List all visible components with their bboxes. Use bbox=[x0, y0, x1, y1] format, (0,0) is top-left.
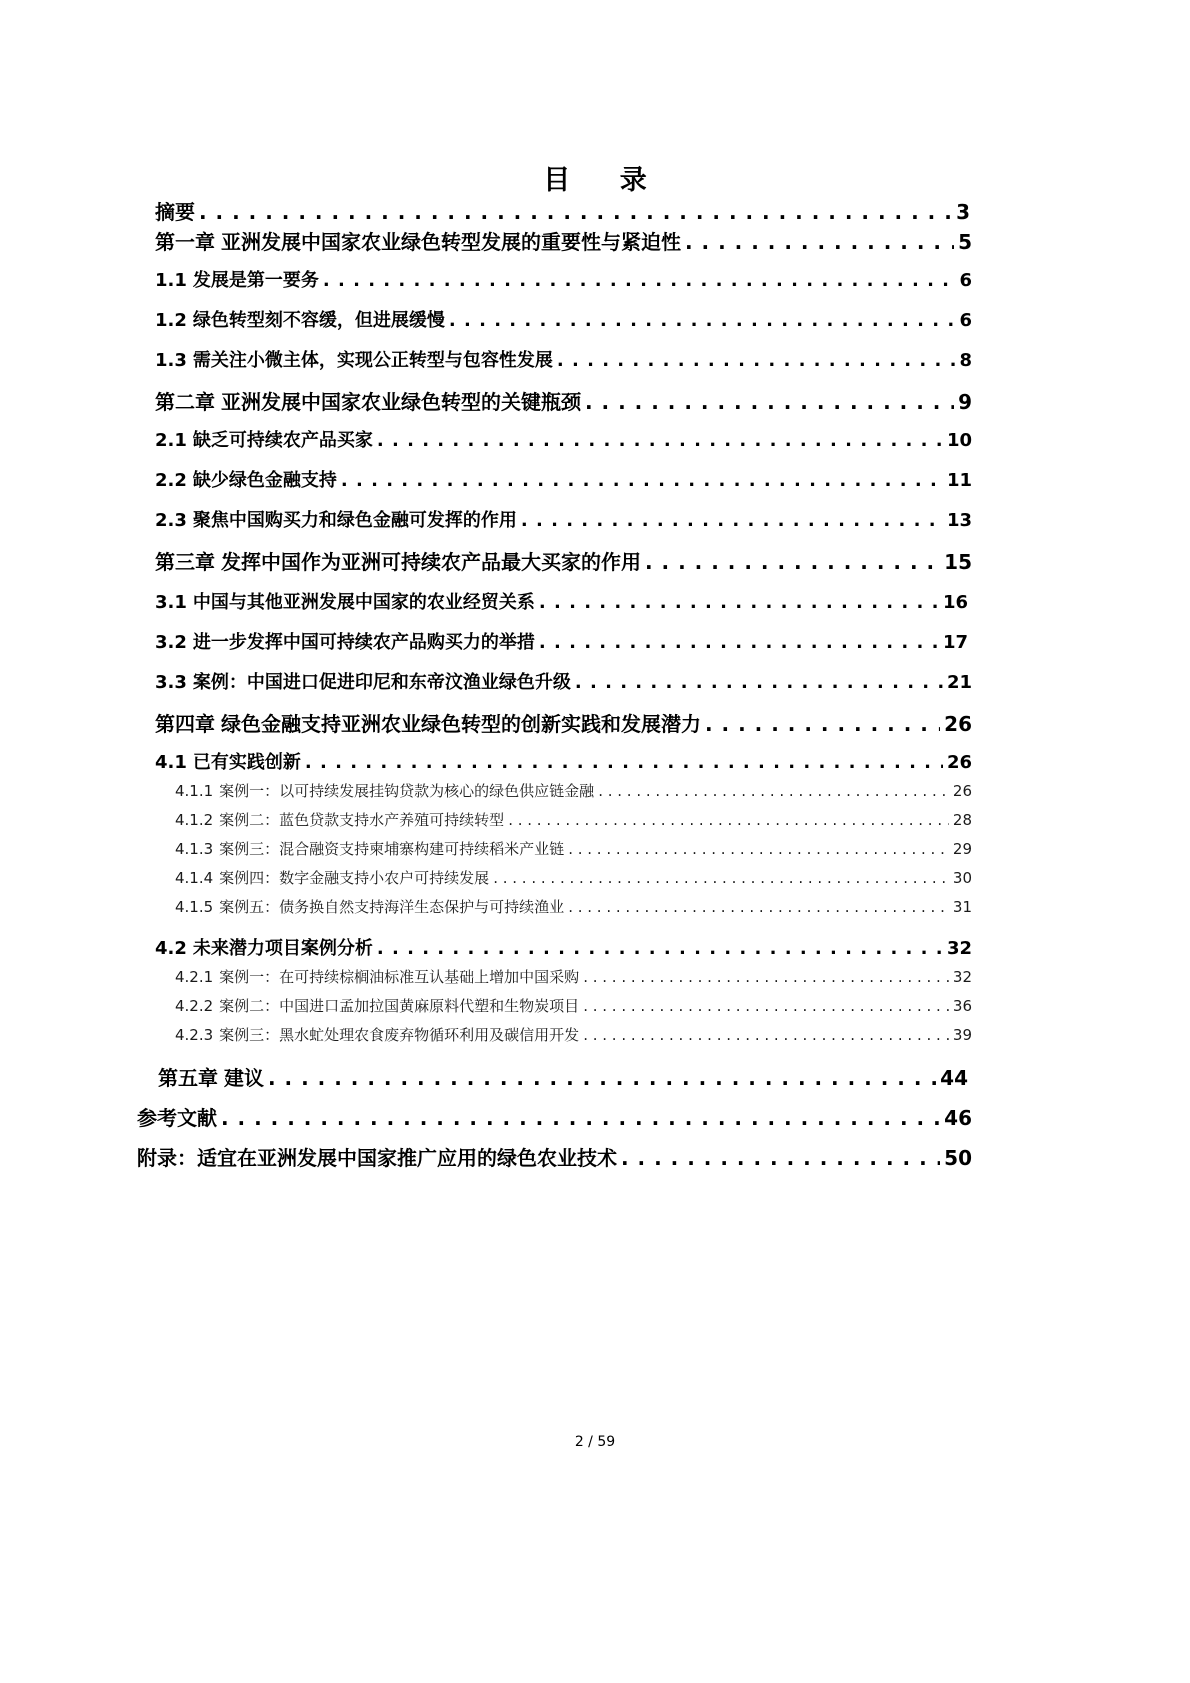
dot-leader bbox=[557, 350, 956, 371]
dot-leader bbox=[583, 1026, 949, 1044]
toc-entry-number: 4.2.2 bbox=[175, 997, 214, 1015]
toc-entry-label: 缺少绿色金融支持 bbox=[192, 470, 337, 491]
toc-entry-level0[interactable] bbox=[155, 386, 972, 415]
dot-leader bbox=[568, 898, 949, 916]
toc-entry-page: 26 bbox=[944, 712, 972, 736]
toc-entry-label: 未来潜力项目案例分析 bbox=[192, 938, 373, 959]
toc-entry-page: 5 bbox=[958, 230, 972, 254]
toc-entry-page: 15 bbox=[944, 550, 972, 574]
toc-entry-label: 绿色转型刻不容缓，但进展缓慢 bbox=[192, 310, 445, 331]
toc-entry-number: 第二章 bbox=[155, 390, 215, 414]
dot-leader bbox=[598, 782, 949, 800]
toc-entry-number: 2.3 bbox=[155, 510, 187, 531]
toc-entry-label: 摘要 bbox=[155, 200, 195, 224]
toc-entry-label: 进一步发挥中国可持续农产品购买力的举措 bbox=[192, 632, 535, 653]
toc-entry-level2[interactable] bbox=[175, 780, 972, 801]
toc-entry-number: 4.1.1 bbox=[175, 782, 214, 800]
toc-entry-label: 附录：适宜在亚洲发展中国家推广应用的绿色农业技术 bbox=[137, 1146, 617, 1170]
toc-entry-level2[interactable] bbox=[175, 809, 972, 830]
toc-entry-number: 4.1.4 bbox=[175, 869, 214, 887]
toc-entry-level2[interactable] bbox=[175, 966, 972, 987]
toc-entry-number: 第四章 bbox=[155, 712, 215, 736]
toc-entry-page: 11 bbox=[946, 470, 972, 491]
toc-entry-level2[interactable] bbox=[175, 838, 972, 859]
toc-entry-level2[interactable] bbox=[175, 867, 972, 888]
toc-entry-label: 发挥中国作为亚洲可持续农产品最大买家的作用 bbox=[221, 550, 641, 574]
toc-entry-number: 4.2.3 bbox=[175, 1026, 214, 1044]
dot-leader bbox=[575, 672, 943, 693]
toc-entry-page: 32 bbox=[952, 968, 972, 986]
toc-entry-level2[interactable] bbox=[175, 896, 972, 917]
toc-entry-label: 绿色金融支持亚洲农业绿色转型的创新实践和发展潜力 bbox=[221, 712, 701, 736]
toc-entry-level1[interactable] bbox=[155, 466, 972, 492]
toc-entry-page: 8 bbox=[959, 350, 972, 371]
dot-leader bbox=[685, 230, 954, 254]
toc-entry-number: 3.2 bbox=[155, 632, 187, 653]
toc-entry-label: 案例五：债务换自然支持海洋生态保护与可持续渔业 bbox=[219, 898, 565, 916]
toc-entry-page: 17 bbox=[942, 632, 968, 653]
toc-entry-level2[interactable] bbox=[175, 1024, 972, 1045]
dot-leader bbox=[199, 200, 952, 224]
toc-entry-page: 28 bbox=[952, 811, 972, 829]
toc-entry-number: 4.1.3 bbox=[175, 840, 214, 858]
dot-leader bbox=[621, 1146, 940, 1170]
toc-entry-label: 案例二：中国进口孟加拉国黄麻原料代塑和生物炭项目 bbox=[219, 997, 580, 1015]
toc-entry-number: 2.2 bbox=[155, 470, 187, 491]
dot-leader bbox=[583, 968, 949, 986]
toc-entry-label: 聚焦中国购买力和绿色金融可发挥的作用 bbox=[192, 510, 517, 531]
toc-entry-page: 26 bbox=[946, 752, 972, 773]
toc-entry-page: 39 bbox=[952, 1026, 972, 1044]
toc-entry-page: 32 bbox=[946, 938, 972, 959]
toc-entry-label: 中国与其他亚洲发展中国家的农业经贸关系 bbox=[192, 592, 535, 613]
toc-entry-number: 3.3 bbox=[155, 672, 187, 693]
dot-leader bbox=[268, 1066, 936, 1090]
dot-leader bbox=[508, 811, 949, 829]
toc-entry-label: 案例三：混合融资支持柬埔寨构建可持续稻米产业链 bbox=[219, 840, 565, 858]
toc-entry-level1[interactable] bbox=[155, 668, 972, 694]
toc-entry-page: 46 bbox=[944, 1106, 972, 1130]
toc-entry-number: 2.1 bbox=[155, 430, 187, 451]
toc-entry-level0[interactable] bbox=[137, 1142, 972, 1171]
toc-entry-label: 案例三：黑水虻处理农食废弃物循环利用及碳信用开发 bbox=[219, 1026, 580, 1044]
toc-entry-page: 36 bbox=[952, 997, 972, 1015]
toc-entry-page: 30 bbox=[952, 869, 972, 887]
toc-entry-number: 4.1.2 bbox=[175, 811, 214, 829]
toc-entry-level1[interactable] bbox=[155, 266, 972, 292]
toc-entry-label: 建议 bbox=[224, 1066, 264, 1090]
toc-entry-number: 4.1.5 bbox=[175, 898, 214, 916]
dot-leader bbox=[521, 510, 943, 531]
toc-entry-page: 44 bbox=[940, 1066, 968, 1090]
toc-entry-level1[interactable] bbox=[155, 506, 972, 532]
toc-entry-label: 案例：中国进口促进印尼和东帝汶渔业绿色升级 bbox=[192, 672, 571, 693]
toc-entry-label: 已有实践创新 bbox=[192, 752, 301, 773]
dot-leader bbox=[539, 592, 939, 613]
dot-leader bbox=[221, 1106, 940, 1130]
toc-entry-page: 16 bbox=[942, 592, 968, 613]
toc-entry-label: 参考文献 bbox=[137, 1106, 217, 1130]
dot-leader bbox=[377, 938, 943, 959]
toc-entry-page: 13 bbox=[946, 510, 972, 531]
toc-entry-label: 案例一：以可持续发展挂钩贷款为核心的绿色供应链金融 bbox=[219, 782, 595, 800]
toc-entry-page: 6 bbox=[959, 270, 972, 291]
dot-leader bbox=[583, 997, 949, 1015]
toc-entry-label: 案例二：蓝色贷款支持水产养殖可持续转型 bbox=[219, 811, 505, 829]
toc-entry-label: 缺乏可持续农产品买家 bbox=[192, 430, 373, 451]
dot-leader bbox=[305, 752, 943, 773]
dot-leader bbox=[449, 310, 956, 331]
toc-entry-number: 4.1 bbox=[155, 752, 187, 773]
toc-entry-label: 发展是第一要务 bbox=[192, 270, 319, 291]
toc-entry-page: 9 bbox=[958, 390, 972, 414]
toc-entry-level0[interactable] bbox=[137, 1102, 972, 1131]
toc-entry-page: 6 bbox=[959, 310, 972, 331]
toc-entry-page: 26 bbox=[952, 782, 972, 800]
dot-leader bbox=[585, 390, 954, 414]
toc-entry-number: 3.1 bbox=[155, 592, 187, 613]
toc-entry-number: 1.2 bbox=[155, 310, 187, 331]
dot-leader bbox=[341, 470, 943, 491]
toc-entry-page: 29 bbox=[952, 840, 972, 858]
toc-entry-level1[interactable] bbox=[155, 588, 968, 614]
toc-entry-number: 第三章 bbox=[155, 550, 215, 574]
toc-entry-level1[interactable] bbox=[155, 934, 972, 960]
toc-entry-level1[interactable] bbox=[155, 426, 972, 452]
toc-entry-number: 第一章 bbox=[155, 230, 215, 254]
toc-entry-number: 4.2.1 bbox=[175, 968, 214, 986]
toc-entry-level1[interactable] bbox=[155, 346, 972, 372]
toc-entry-number: 1.1 bbox=[155, 270, 187, 291]
toc-title: 目 录 bbox=[543, 165, 667, 196]
dot-leader bbox=[493, 869, 949, 887]
toc-entry-level2[interactable] bbox=[175, 995, 972, 1016]
toc-entry-label: 亚洲发展中国家农业绿色转型发展的重要性与紧迫性 bbox=[221, 230, 681, 254]
toc-entry-number: 4.2 bbox=[155, 938, 187, 959]
toc-entry-level0[interactable] bbox=[155, 546, 972, 575]
toc-entry-level1[interactable] bbox=[155, 306, 972, 332]
dot-leader bbox=[645, 550, 940, 574]
page-number: 2 / 59 bbox=[574, 1434, 616, 1450]
dot-leader bbox=[377, 430, 943, 451]
toc-entry-label: 案例四：数字金融支持小农户可持续发展 bbox=[219, 869, 490, 887]
toc-entry-level1[interactable] bbox=[155, 628, 968, 654]
toc-entry-level0[interactable] bbox=[158, 1062, 968, 1091]
toc-entry-page: 50 bbox=[944, 1146, 972, 1170]
toc-entry-page: 3 bbox=[956, 200, 970, 224]
toc-entry-page: 21 bbox=[946, 672, 972, 693]
toc-entry-number: 第五章 bbox=[158, 1066, 218, 1090]
toc-entry-page: 10 bbox=[946, 430, 972, 451]
dot-leader bbox=[705, 712, 940, 736]
toc-entry-level0[interactable] bbox=[155, 226, 972, 255]
toc-entry-page: 31 bbox=[952, 898, 972, 916]
dot-leader bbox=[539, 632, 939, 653]
toc-entry-level0[interactable] bbox=[155, 196, 970, 225]
toc-entry-label: 案例一：在可持续棕榈油标准互认基础上增加中国采购 bbox=[219, 968, 580, 986]
toc-entry-label: 需关注小微主体，实现公正转型与包容性发展 bbox=[192, 350, 553, 371]
dot-leader bbox=[323, 270, 956, 291]
toc-entry-label: 亚洲发展中国家农业绿色转型的关键瓶颈 bbox=[221, 390, 581, 414]
toc-entry-number: 1.3 bbox=[155, 350, 187, 371]
toc-entry-level1[interactable] bbox=[155, 748, 972, 774]
dot-leader bbox=[568, 840, 949, 858]
toc-entry-level0[interactable] bbox=[155, 708, 972, 737]
